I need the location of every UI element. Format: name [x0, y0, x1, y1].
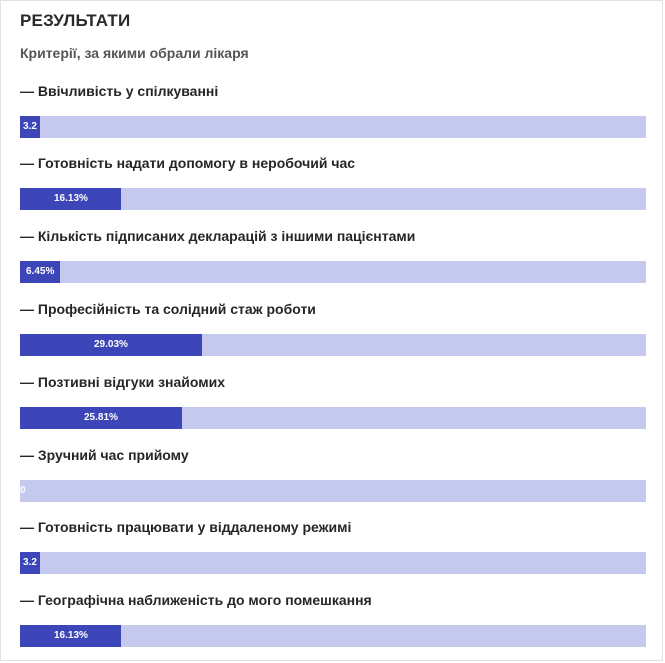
results-title: РЕЗУЛЬТАТИ	[20, 11, 131, 30]
percentage-label: 6.45%	[26, 266, 55, 277]
result-item	[20, 81, 646, 138]
percentage-label: 16.13%	[54, 193, 88, 204]
result-item	[20, 590, 646, 647]
percentage-label: 0	[20, 485, 26, 496]
criterion-label: — Зручний час прийому	[20, 447, 189, 463]
criterion-label: — Позтивні відгуки знайомих	[20, 374, 226, 390]
result-item	[20, 153, 646, 210]
percentage-label: 25.81%	[84, 412, 118, 423]
result-item	[20, 445, 646, 502]
criterion-label: — Готовність працювати у віддаленому режимі	[20, 519, 352, 535]
result-item	[20, 517, 646, 574]
percentage-label: 3.2	[23, 121, 37, 132]
progress-bar	[20, 480, 646, 502]
progress-bar	[20, 552, 646, 574]
criterion-label: — Кількість підписаних декларацій з іншими пацієнтами	[20, 228, 416, 244]
results-subtitle: Критерії, за якими обрали лікаря	[20, 45, 249, 61]
result-item	[20, 226, 646, 283]
criterion-label: — Географічна наближеність до мого помешкання	[20, 592, 372, 608]
progress-bar	[20, 407, 646, 429]
percentage-label: 16.13%	[54, 630, 88, 641]
criterion-label: — Готовність надати допомогу в неробочий час	[20, 155, 356, 171]
percentage-label: 3.2	[23, 557, 37, 568]
progress-bar	[20, 334, 646, 356]
criterion-label: — Ввічливість у спілкуванні	[20, 83, 219, 99]
result-item	[20, 299, 646, 356]
progress-bar	[20, 261, 646, 283]
progress-bar	[20, 625, 646, 647]
result-item	[20, 372, 646, 429]
criterion-label: — Професійність та солідний стаж роботи	[20, 301, 316, 317]
percentage-label: 29.03%	[94, 339, 128, 350]
progress-bar	[20, 188, 646, 210]
progress-bar	[20, 116, 646, 138]
